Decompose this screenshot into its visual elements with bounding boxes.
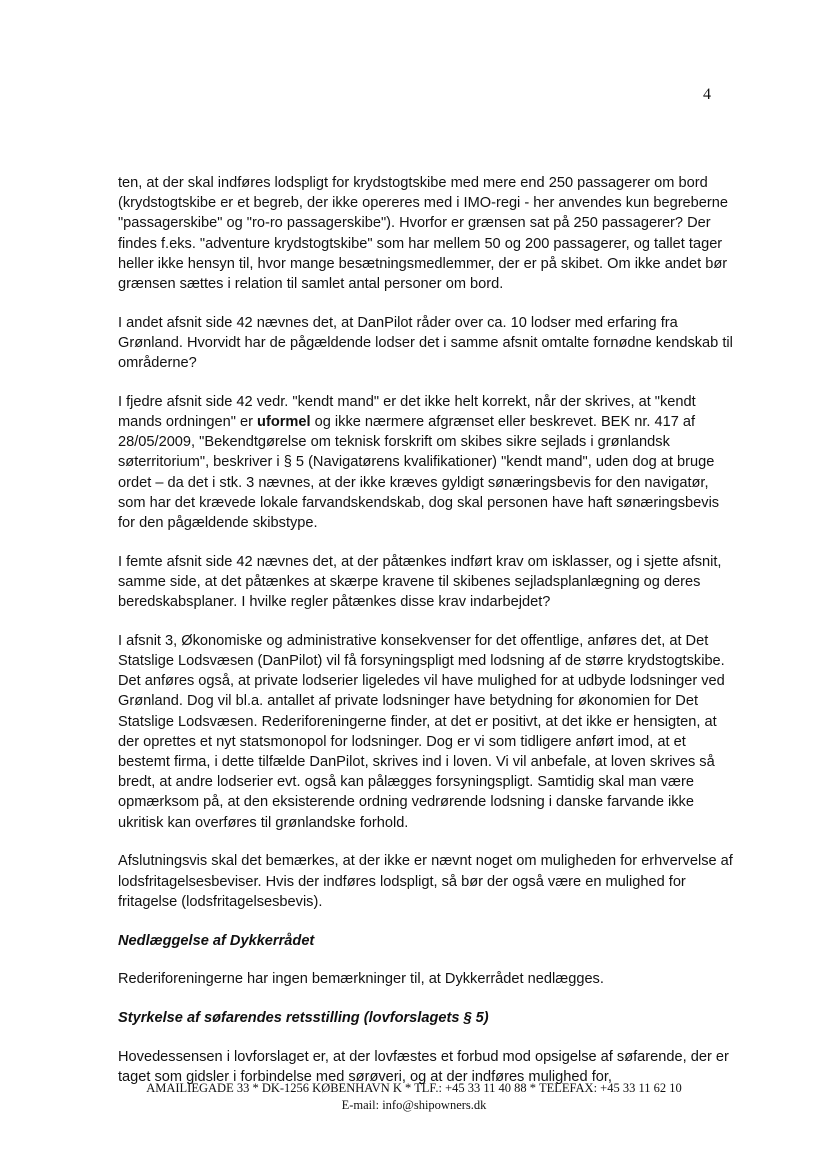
paragraph-dykkerraadet: Rederiforeningerne har ingen bemærkninger til, at Dykkerrådet nedlægges. [118, 971, 604, 988]
bold-term-uformel: uformel [257, 414, 311, 431]
footer-address: AMAILIEGADE 33 * DK-1256 KØBENHAVN K * TLF.: +45 33 11 40 88 * TELEFAX: +45 33 11 62 10 [146, 1081, 682, 1095]
paragraph-pilot-exemption: Afslutningsvis skal det bemærkes, at der ikke er nævnt noget om muligheden for erhvervelse af lodsfritagelsesbeviser. Hvis der indføres lodspligt, så bør der også være en mulighed for fritagelse (lodsfritagelsesbevis). [118, 853, 733, 910]
paragraph-pilot-experience: I andet afsnit side 42 nævnes det, at DanPilot råder over ca. 10 lodser med erfaring fra Grønland. Hvorvidt har de pågældende lodser det i samme afsnit omtalte fornødne kendskab til områderne? [118, 314, 733, 372]
paragraph-kendt-mand [118, 392, 738, 533]
paragraph-kendt-mand-start: I fjedre afsnit side 42 vedr. "kendt mand" er det ikke helt korrekt, når der skrives, at "kendt mands ordningen" er [118, 393, 696, 431]
paragraph-kendt-mand-end: og ikke nærmere afgrænset eller beskrevet. BEK nr. 417 af 28/05/2009, "Bekendtgørelse om teknisk forskrift om skibes sikre sejlads i grønlandsk søterritorium", beskriver i § 5 (Navigatørens kvalifikationer) "kendt mand", uden dog at bruge ordet – da det i stk. 3 nævnes, at der ikke kræves gyldigt sønæringsbevis for den navigatør, som har det krævede lokale farvandskendskab, dog skal personen have haft sønæringsbevis for den pågældende skibstype. [118, 414, 720, 532]
heading-dykkerraadet: Nedlæggelse af Dykkerrådet [118, 932, 315, 949]
letterhead-footer [0, 1080, 828, 1114]
paragraph-ice-class: I femte afsnit side 42 nævnes det, at der påtænkes indført krav om isklasser, og i sjette afsnit, samme side, at det påtænkes at skærpe kravene til skibenes sejladsplanlægning og deres beredskabsplaner. I hvilke regler påtænkes disse krav indarbejdet? [118, 553, 722, 611]
paragraph-seafarers-rights: Hovedessensen i lovforslaget er, at der lovfæstes et forbud mod opsigelse af søfarende, der er taget som gidsler i forbindelse med sørøveri, og at der indføres mulighed for, [118, 1048, 729, 1085]
letter-body [118, 173, 738, 1106]
paragraph-passenger-limit: ten, at der skal indføres lodspligt for krydstogtskibe med mere end 250 passagerer om bord (krydstogtskibe er et begreb, der ikke opereres med i IMO-regi - her anvendes kun begreberne "passagerskibe" og "ro-ro passagerskibe"). Hvorfor er grænsen sat på 250 passagerer? Der findes f.eks. "adventure krydstogtskibe" som har mellem 50 og 200 passagerer, og tallet tager heller ikke hensyn til, hvor mange besætningsmedlemmer, der er på skibet. Om ikke andet bør grænsen sættes i relation til samlet antal personer om bord. [118, 175, 729, 293]
paragraph-economic-consequences: I afsnit 3, Økonomiske og administrative konsekvenser for det offentlige, anføres det, at Det Statslige Lodsvæsen (DanPilot) vil få forsyningspligt med lodsning af de større krydstogtskibe. Det anføres også, at private lodserier ligeledes vil have mulighed for at udbyde lodsninger ved Grønland. Dog vil bl.a. antallet af private lodsninger have betydning for økonomien for Det Statslige Lodsvæsen. Rederiforeningerne finder, at det er positivt, at det ikke er hensigten, at der oprettes et nyt statsmonopol for lodsninger. Dog er vi som tidligere anført imod, at et bestemt firma, i dette tilfælde DanPilot, skrives ind i loven. Vi vil anbefale, at loven skrives så bredt, at andre lodserier evt. også kan pålægges forsyningspligt. Samtidig skal man være opmærksom på, at den eksisterende ordning vedrørende lodsning i danske farvande ikke ukritisk kan overføres til grønlandske forhold. [118, 632, 725, 831]
footer-email: E-mail: info@shipowners.dk [341, 1098, 487, 1112]
heading-seafarers-rights: Styrkelse af søfarendes retsstilling (lovforslagets § 5) [118, 1009, 489, 1026]
page-number: 4 [703, 86, 711, 103]
